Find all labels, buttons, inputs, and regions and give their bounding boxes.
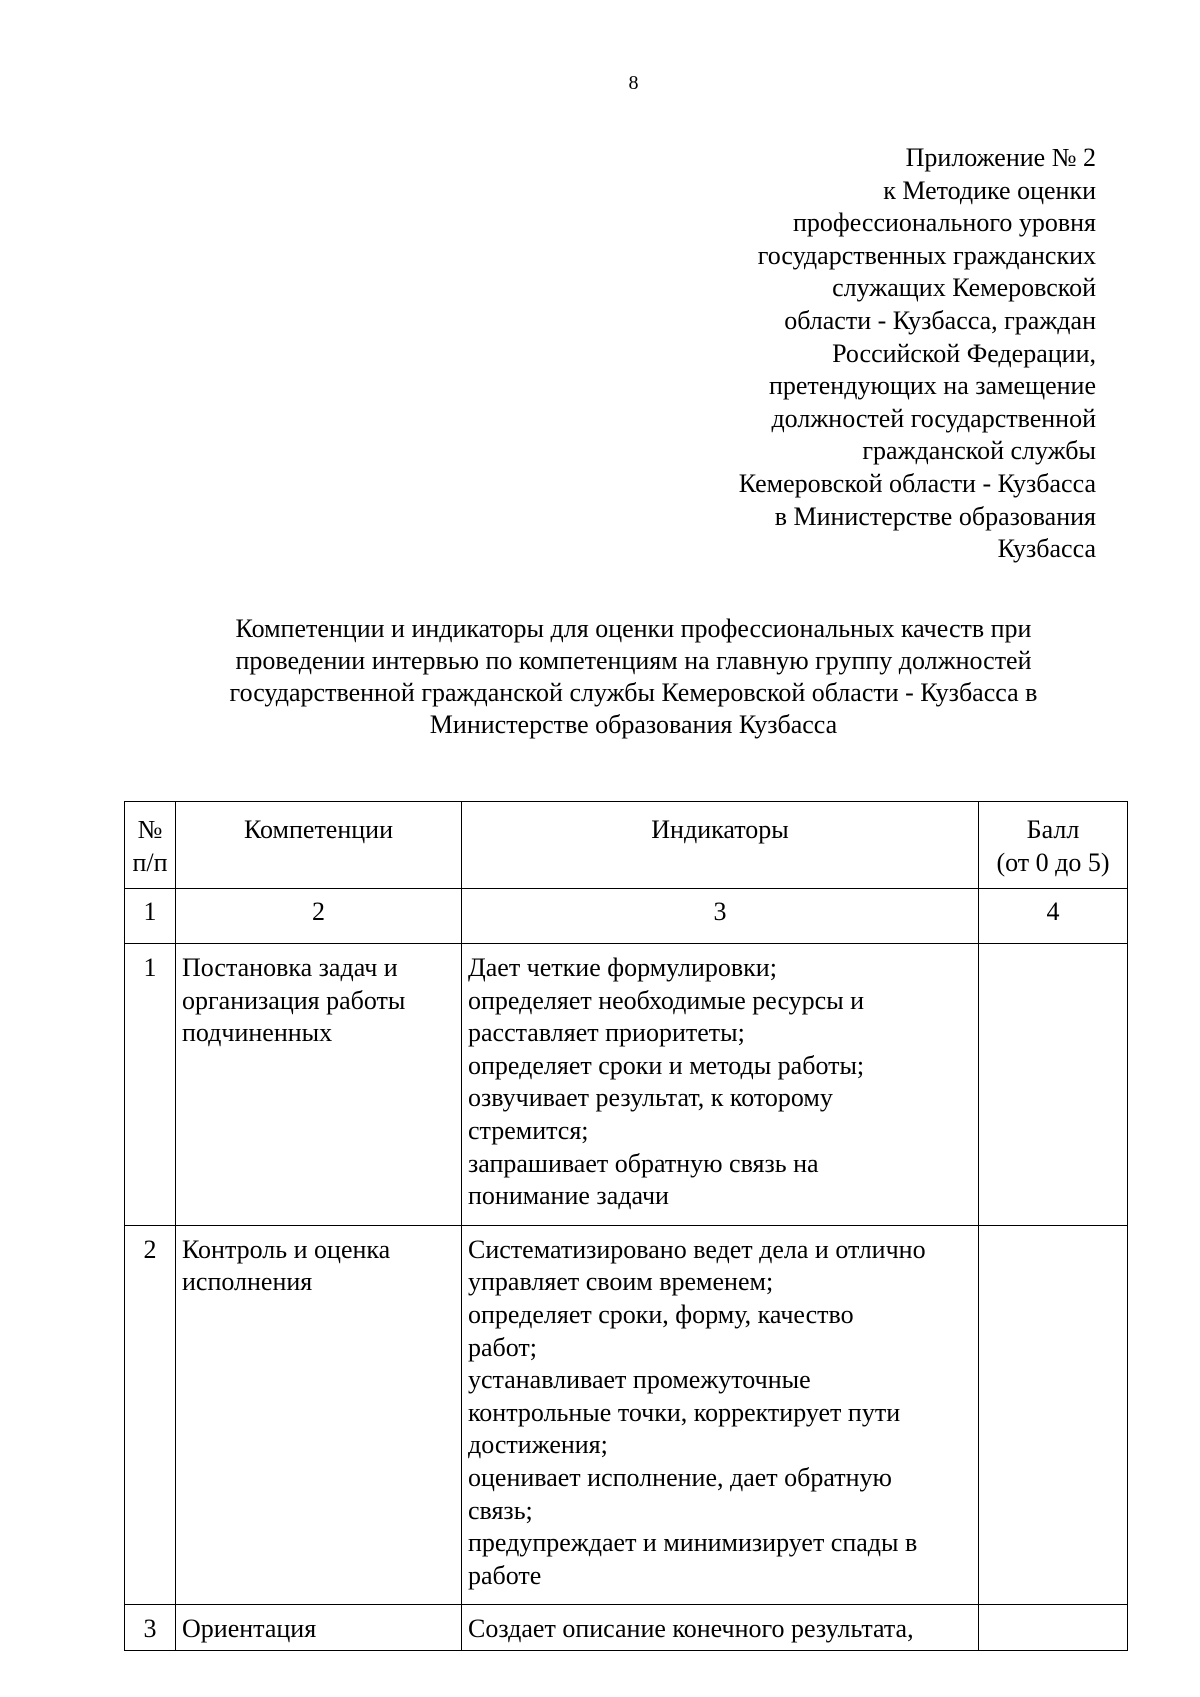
appendix-line: области - Кузбасса, граждан [784,305,1096,335]
column-number: 4 [979,889,1128,944]
score-cell[interactable] [979,1225,1128,1605]
header-num-line2: п/п [132,847,168,877]
appendix-line: претендующих на замещение [768,371,1096,401]
appendix-line: Российской Федерации, [832,338,1096,368]
indicator-line: понимание задачи [468,1181,669,1211]
competency-table [124,801,1128,1651]
indicator-line: связь; [468,1495,533,1525]
table-row [125,1605,1128,1651]
appendix-heading [576,142,1096,566]
appendix-line: в Министерстве образования [774,501,1096,531]
indicator-line: работе [468,1560,542,1590]
indicator-line: определяет сроки, форму, качество [468,1299,854,1329]
appendix-line: Кемеровской области - Кузбасса [738,468,1096,498]
title-line: Компетенции и индикаторы для оценки профессиональных качеств при [235,614,1032,643]
competency-line: подчиненных [182,1018,333,1048]
indicator-line: устанавливает промежуточные [468,1365,811,1395]
indicator-line: определяет сроки и методы работы; [468,1050,865,1080]
appendix-line: гражданской службы [862,436,1096,466]
page-number: 8 [628,72,639,94]
column-number-row [125,889,1128,944]
competency-cell [176,1605,462,1651]
header-num [125,802,176,889]
header-score-line1: Балл [1026,815,1080,844]
row-number: 3 [125,1605,176,1651]
competency-cell [176,944,462,1226]
competency-line: организация работы [182,985,406,1015]
table-header-row [125,802,1128,889]
indicator-line: контрольные точки, корректирует пути [468,1397,901,1427]
score-cell[interactable] [979,944,1128,1226]
column-number: 2 [176,889,462,944]
appendix-line: к Методике оценки [883,175,1096,205]
title-line: государственной гражданской службы Кемеровской области - Кузбасса в [229,678,1038,707]
header-competencies: Компетенции [176,802,462,889]
row-number: 1 [125,944,176,1226]
header-num-line1: № [137,815,163,844]
competency-cell [176,1225,462,1605]
column-number: 3 [462,889,979,944]
appendix-line: Приложение № 2 [905,143,1096,172]
header-score [979,802,1128,889]
document-title [124,613,1143,741]
header-score-line2: (от 0 до 5) [996,847,1110,877]
appendix-line: служащих Кемеровской [832,273,1096,303]
competency-line: Постановка задач и [182,953,398,982]
indicator-line: управляет своим временем; [468,1267,774,1297]
indicator-line: работ; [468,1332,538,1362]
indicator-line: озвучивает результат, к которому [468,1083,833,1113]
indicator-line: стремится; [468,1115,589,1145]
competency-line: Ориентация [182,1614,317,1644]
title-line: Министерстве образования Кузбасса [429,710,838,739]
appendix-line: профессионального уровня [792,208,1096,238]
indicator-line: определяет необходимые ресурсы и [468,985,865,1015]
competency-line: исполнения [182,1267,313,1297]
indicators-cell [462,1225,979,1605]
indicator-line: предупреждает и минимизирует спады в [468,1528,918,1558]
appendix-line: должностей государственной [771,403,1096,433]
appendix-line: Кузбасса [997,534,1096,564]
table-row [125,944,1128,1226]
indicator-line: Создает описание конечного результата, [468,1614,914,1644]
competency-line: Контроль и оценка [182,1234,391,1264]
header-indicators: Индикаторы [462,802,979,889]
indicators-cell [462,944,979,1226]
title-line: проведении интервью по компетенциям на главную группу должностей [235,646,1032,675]
column-number: 1 [125,889,176,944]
appendix-line: государственных гражданских [757,240,1096,270]
table-row [125,1225,1128,1605]
indicators-cell [462,1605,979,1651]
indicator-line: Систематизировано ведет дела и отлично [468,1234,926,1264]
indicator-line: расставляет приоритеты; [468,1018,745,1048]
indicator-line: достижения; [468,1430,608,1460]
score-cell[interactable] [979,1605,1128,1651]
indicator-line: оценивает исполнение, дает обратную [468,1462,892,1492]
indicator-line: запрашивает обратную связь на [468,1148,819,1178]
row-number: 2 [125,1225,176,1605]
indicator-line: Дает четкие формулировки; [468,953,777,982]
